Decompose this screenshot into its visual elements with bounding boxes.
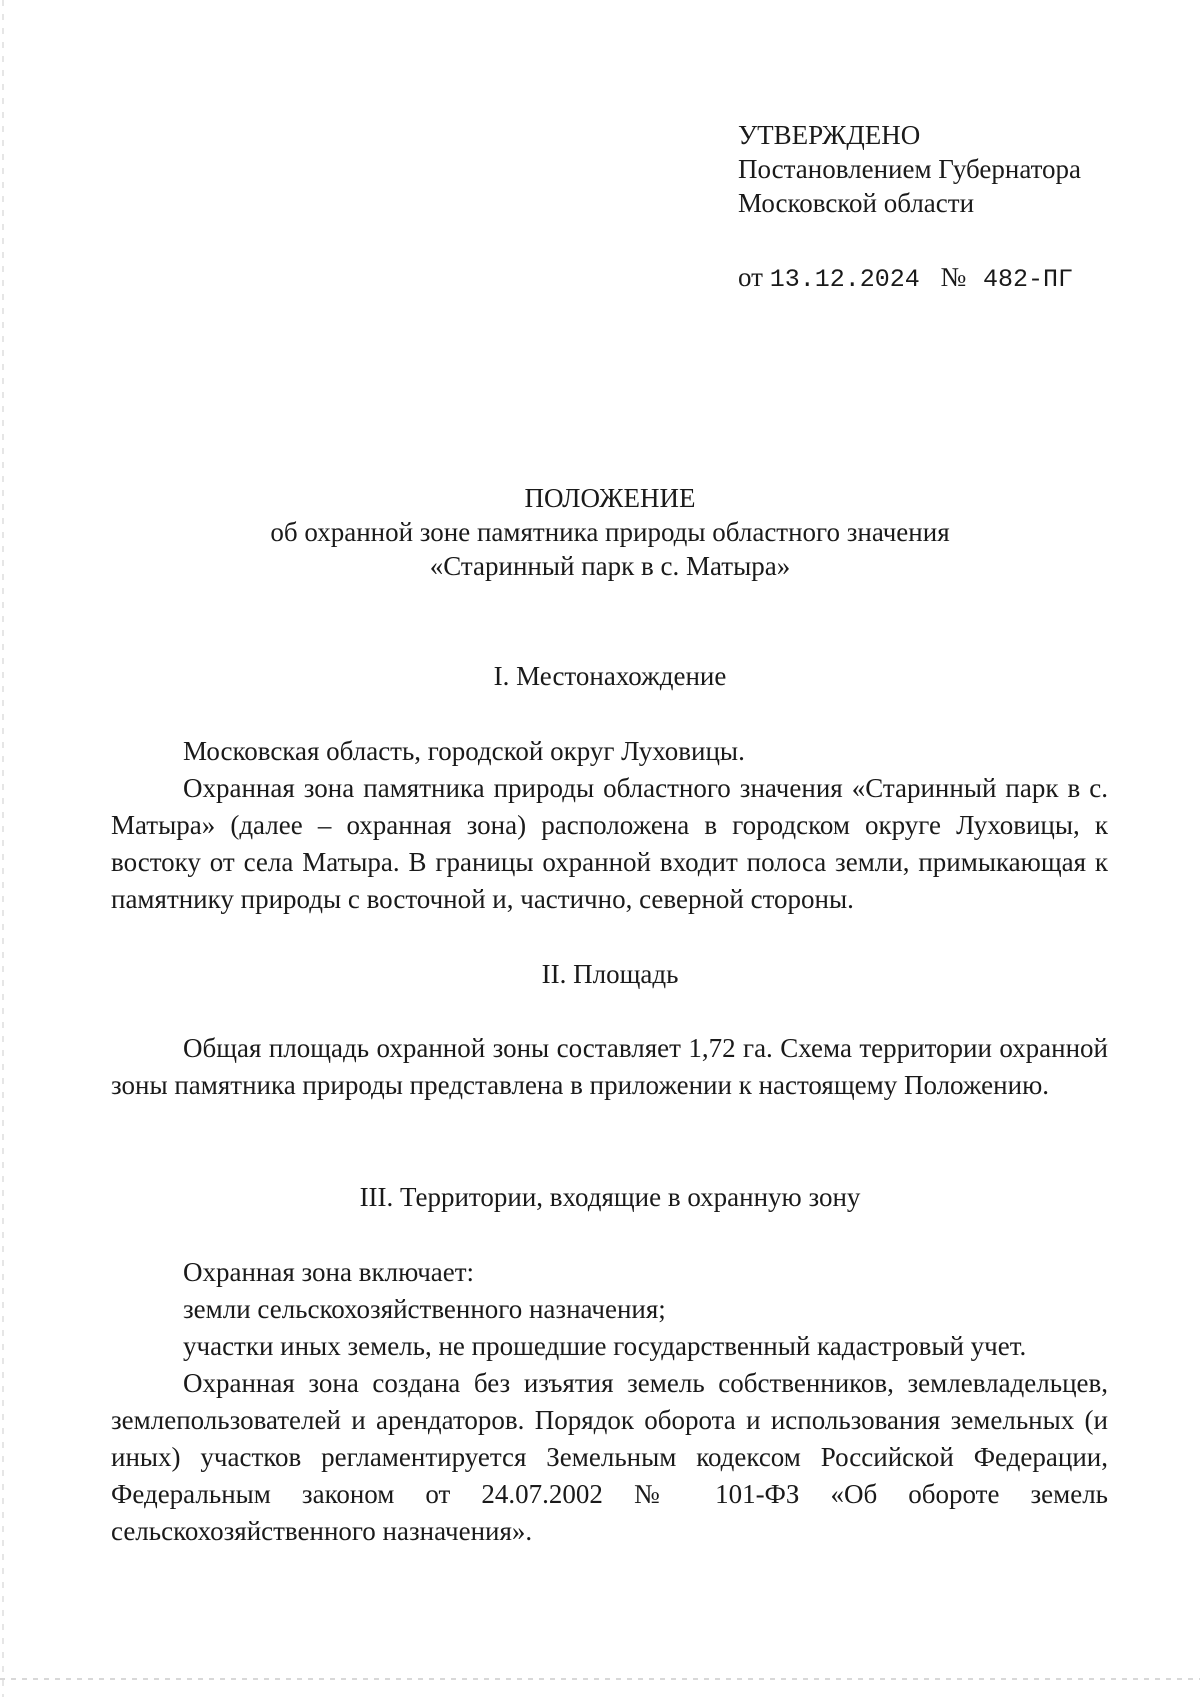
approval-stamp-block — [738, 118, 1178, 297]
approval-heading: УТВЕРЖДЕНО — [738, 120, 921, 150]
location-region-line: Московская область, городской округ Луховицы. — [183, 736, 745, 766]
territories-item-agricultural: земли сельскохозяйственного назначения; — [183, 1294, 666, 1324]
date-prefix: от — [738, 262, 763, 292]
section-heading-area: II. Площадь — [541, 959, 679, 989]
scan-edge-bottom — [0, 1678, 1200, 1680]
section-heading-location: I. Местонахождение — [493, 661, 727, 691]
title-line-2: об охранной зоне памятника природы областного значения — [270, 517, 950, 547]
approval-authority: Постановлением Губернатора — [738, 154, 1082, 184]
territories-legal-paragraph: Охранная зона создана без изъятия земель собственников, землевладельцев, землепользователей и арендаторов. Порядок оборота и использования земельных (и иных) участков регламентируется Земельным кодексом Российской Федерации, Федеральным законом от 24.07.2002 № 101-ФЗ «Об обороте земель сельскохозяйственного назначения». — [111, 1368, 1108, 1546]
scan-edge-left — [2, 0, 4, 1697]
date-value: 13.12.2024 — [769, 265, 920, 294]
approval-date-number — [738, 260, 1178, 297]
area-paragraph: Общая площадь охранной зоны составляет 1,72 га. Схема территории охранной зоны памятника природы представлена в приложении к настоящему Положению. — [111, 1033, 1108, 1100]
location-description-paragraph: Охранная зона памятника природы областного значения «Старинный парк в с. Матыра» (далее – охранная зона) расположена в городском округе Луховицы, к востоку от села Матыра. В границы охранной входит полоса земли, примыкающая к памятнику природы с восточной и, частично, северной стороны. — [111, 773, 1108, 914]
number-value: 482-ПГ — [983, 265, 1074, 294]
approval-region: Московской области — [738, 188, 975, 218]
territories-item-other: участки иных земель, не прошедшие государственный кадастровый учет. — [183, 1331, 1027, 1361]
territories-intro-line: Охранная зона включает: — [183, 1257, 475, 1287]
number-sign: № — [940, 262, 967, 292]
title-line-3: «Старинный парк в с. Матыра» — [429, 551, 791, 581]
section-heading-territories: III. Территории, входящие в охранную зону — [359, 1182, 861, 1212]
document-title — [110, 481, 1110, 583]
title-line-1: ПОЛОЖЕНИЕ — [524, 483, 696, 513]
